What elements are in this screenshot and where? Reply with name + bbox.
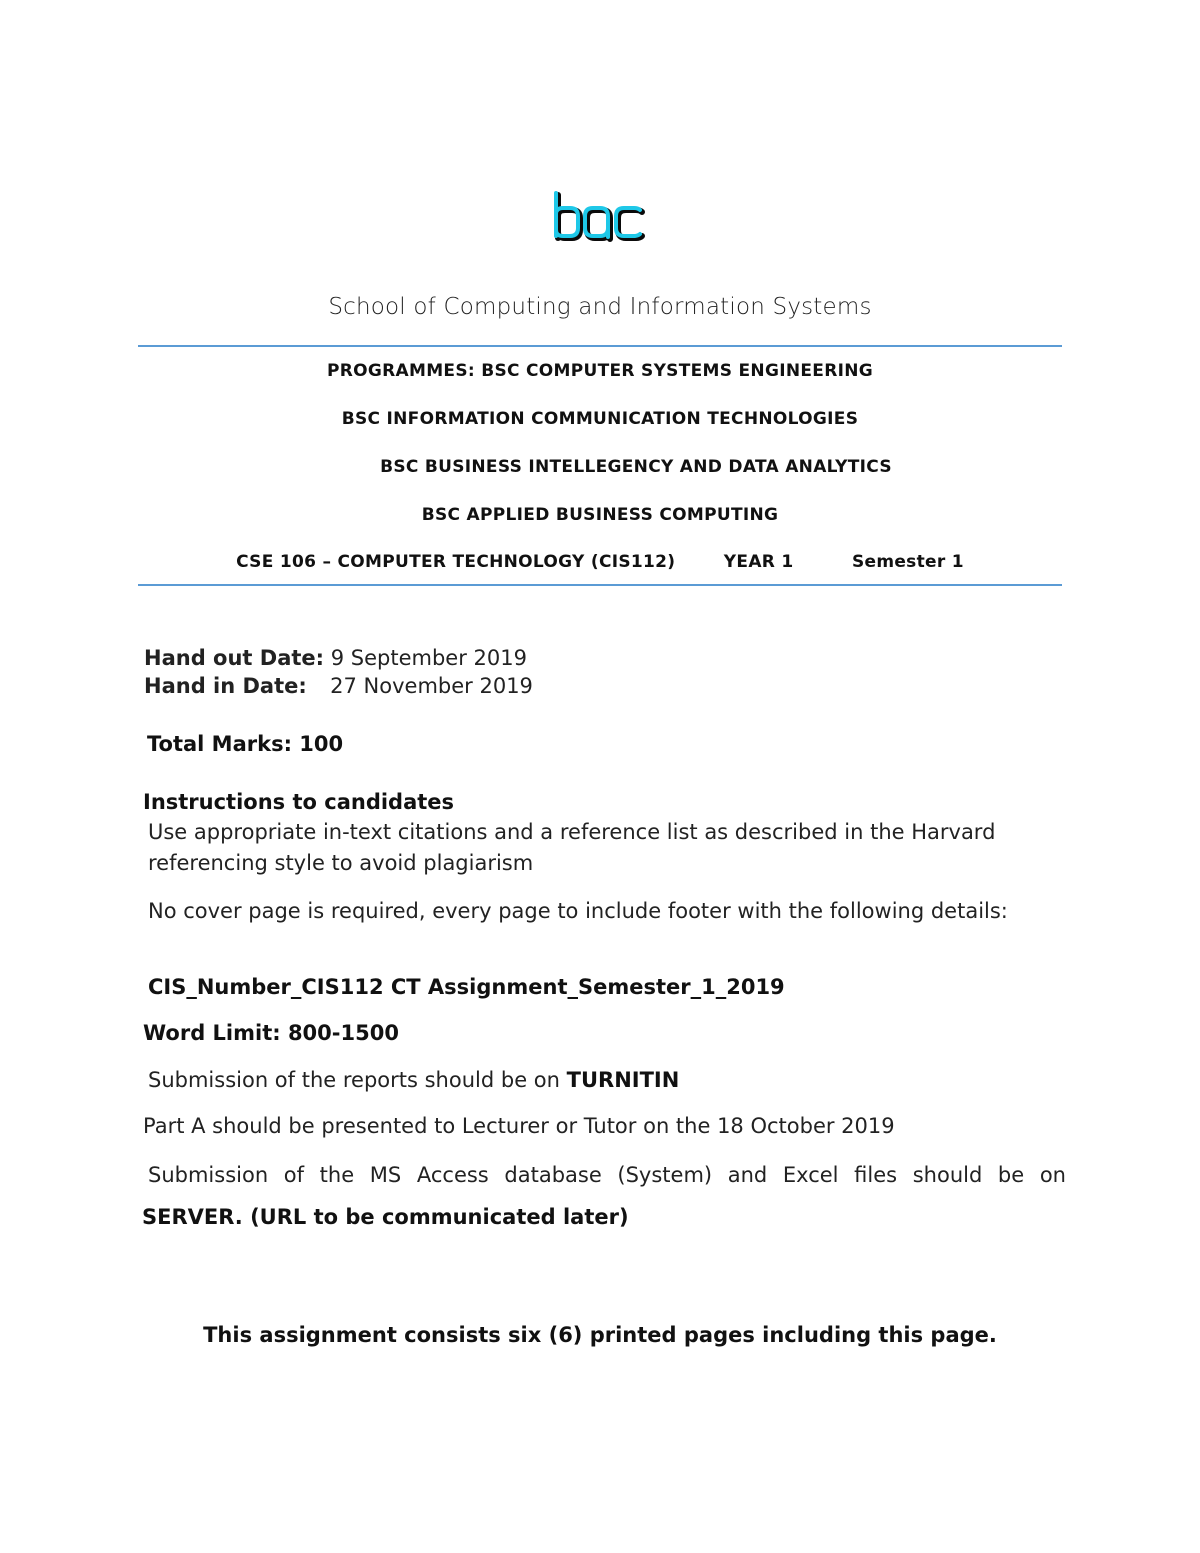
turnitin-label: TURNITIN [566, 1068, 680, 1092]
page-count-note: This assignment consists six (6) printed pages including this page. [203, 1323, 997, 1347]
submission-db: Submission of the MS Access database (System) and Excel files should be on [148, 1163, 1066, 1187]
programme-line-3: BSC BUSINESS INTELLEGENCY AND DATA ANALYTICS [380, 457, 892, 477]
course-title: CSE 106 – COMPUTER TECHNOLOGY (CIS112) [236, 552, 676, 572]
programme-line-4: BSC APPLIED BUSINESS COMPUTING [421, 505, 779, 525]
part-a-note: Part A should be presented to Lecturer or Tutor on the 18 October 2019 [143, 1114, 895, 1138]
word-limit: Word Limit: 800-1500 [143, 1021, 399, 1045]
submission-reports [148, 1068, 679, 1092]
logo-color [556, 193, 640, 237]
hand-in-label: Hand in Date: [144, 674, 307, 698]
programme-line-1: PROGRAMMES: BSC COMPUTER SYSTEMS ENGINEERING [327, 361, 873, 381]
hand-out-value: 9 September 2019 [330, 646, 527, 670]
course-line [0, 552, 1200, 572]
submission-reports-text: Submission of the reports should be on [148, 1068, 567, 1092]
instruction-citations: Use appropriate in-text citations and a reference list as described in the Harvard referencing style to avoid plagiarism [148, 820, 996, 875]
school-name: School of Computing and Information Systems [328, 294, 872, 320]
header-rule-top [138, 345, 1062, 347]
bac-logo [552, 190, 648, 246]
footer-format: CIS_Number_CIS112 CT Assignment_Semester_1_2019 [148, 975, 785, 999]
programme-line-2: BSC INFORMATION COMMUNICATION TECHNOLOGIES [341, 409, 859, 429]
hand-in-date [144, 674, 533, 698]
server-note: SERVER. (URL to be communicated later) [142, 1205, 629, 1229]
total-marks: Total Marks: 100 [147, 732, 344, 756]
instruction-cover-page: No cover page is required, every page to include footer with the following details: [148, 899, 1008, 923]
hand-out-label: Hand out Date: [144, 646, 325, 670]
header-rule-bottom [138, 584, 1062, 586]
instructions-heading: Instructions to candidates [143, 790, 455, 814]
course-year: YEAR 1 [723, 552, 794, 572]
hand-out-date [144, 646, 527, 670]
course-semester: Semester 1 [851, 552, 964, 572]
hand-in-value: 27 November 2019 [330, 674, 533, 698]
logo-shadow [558, 195, 642, 239]
